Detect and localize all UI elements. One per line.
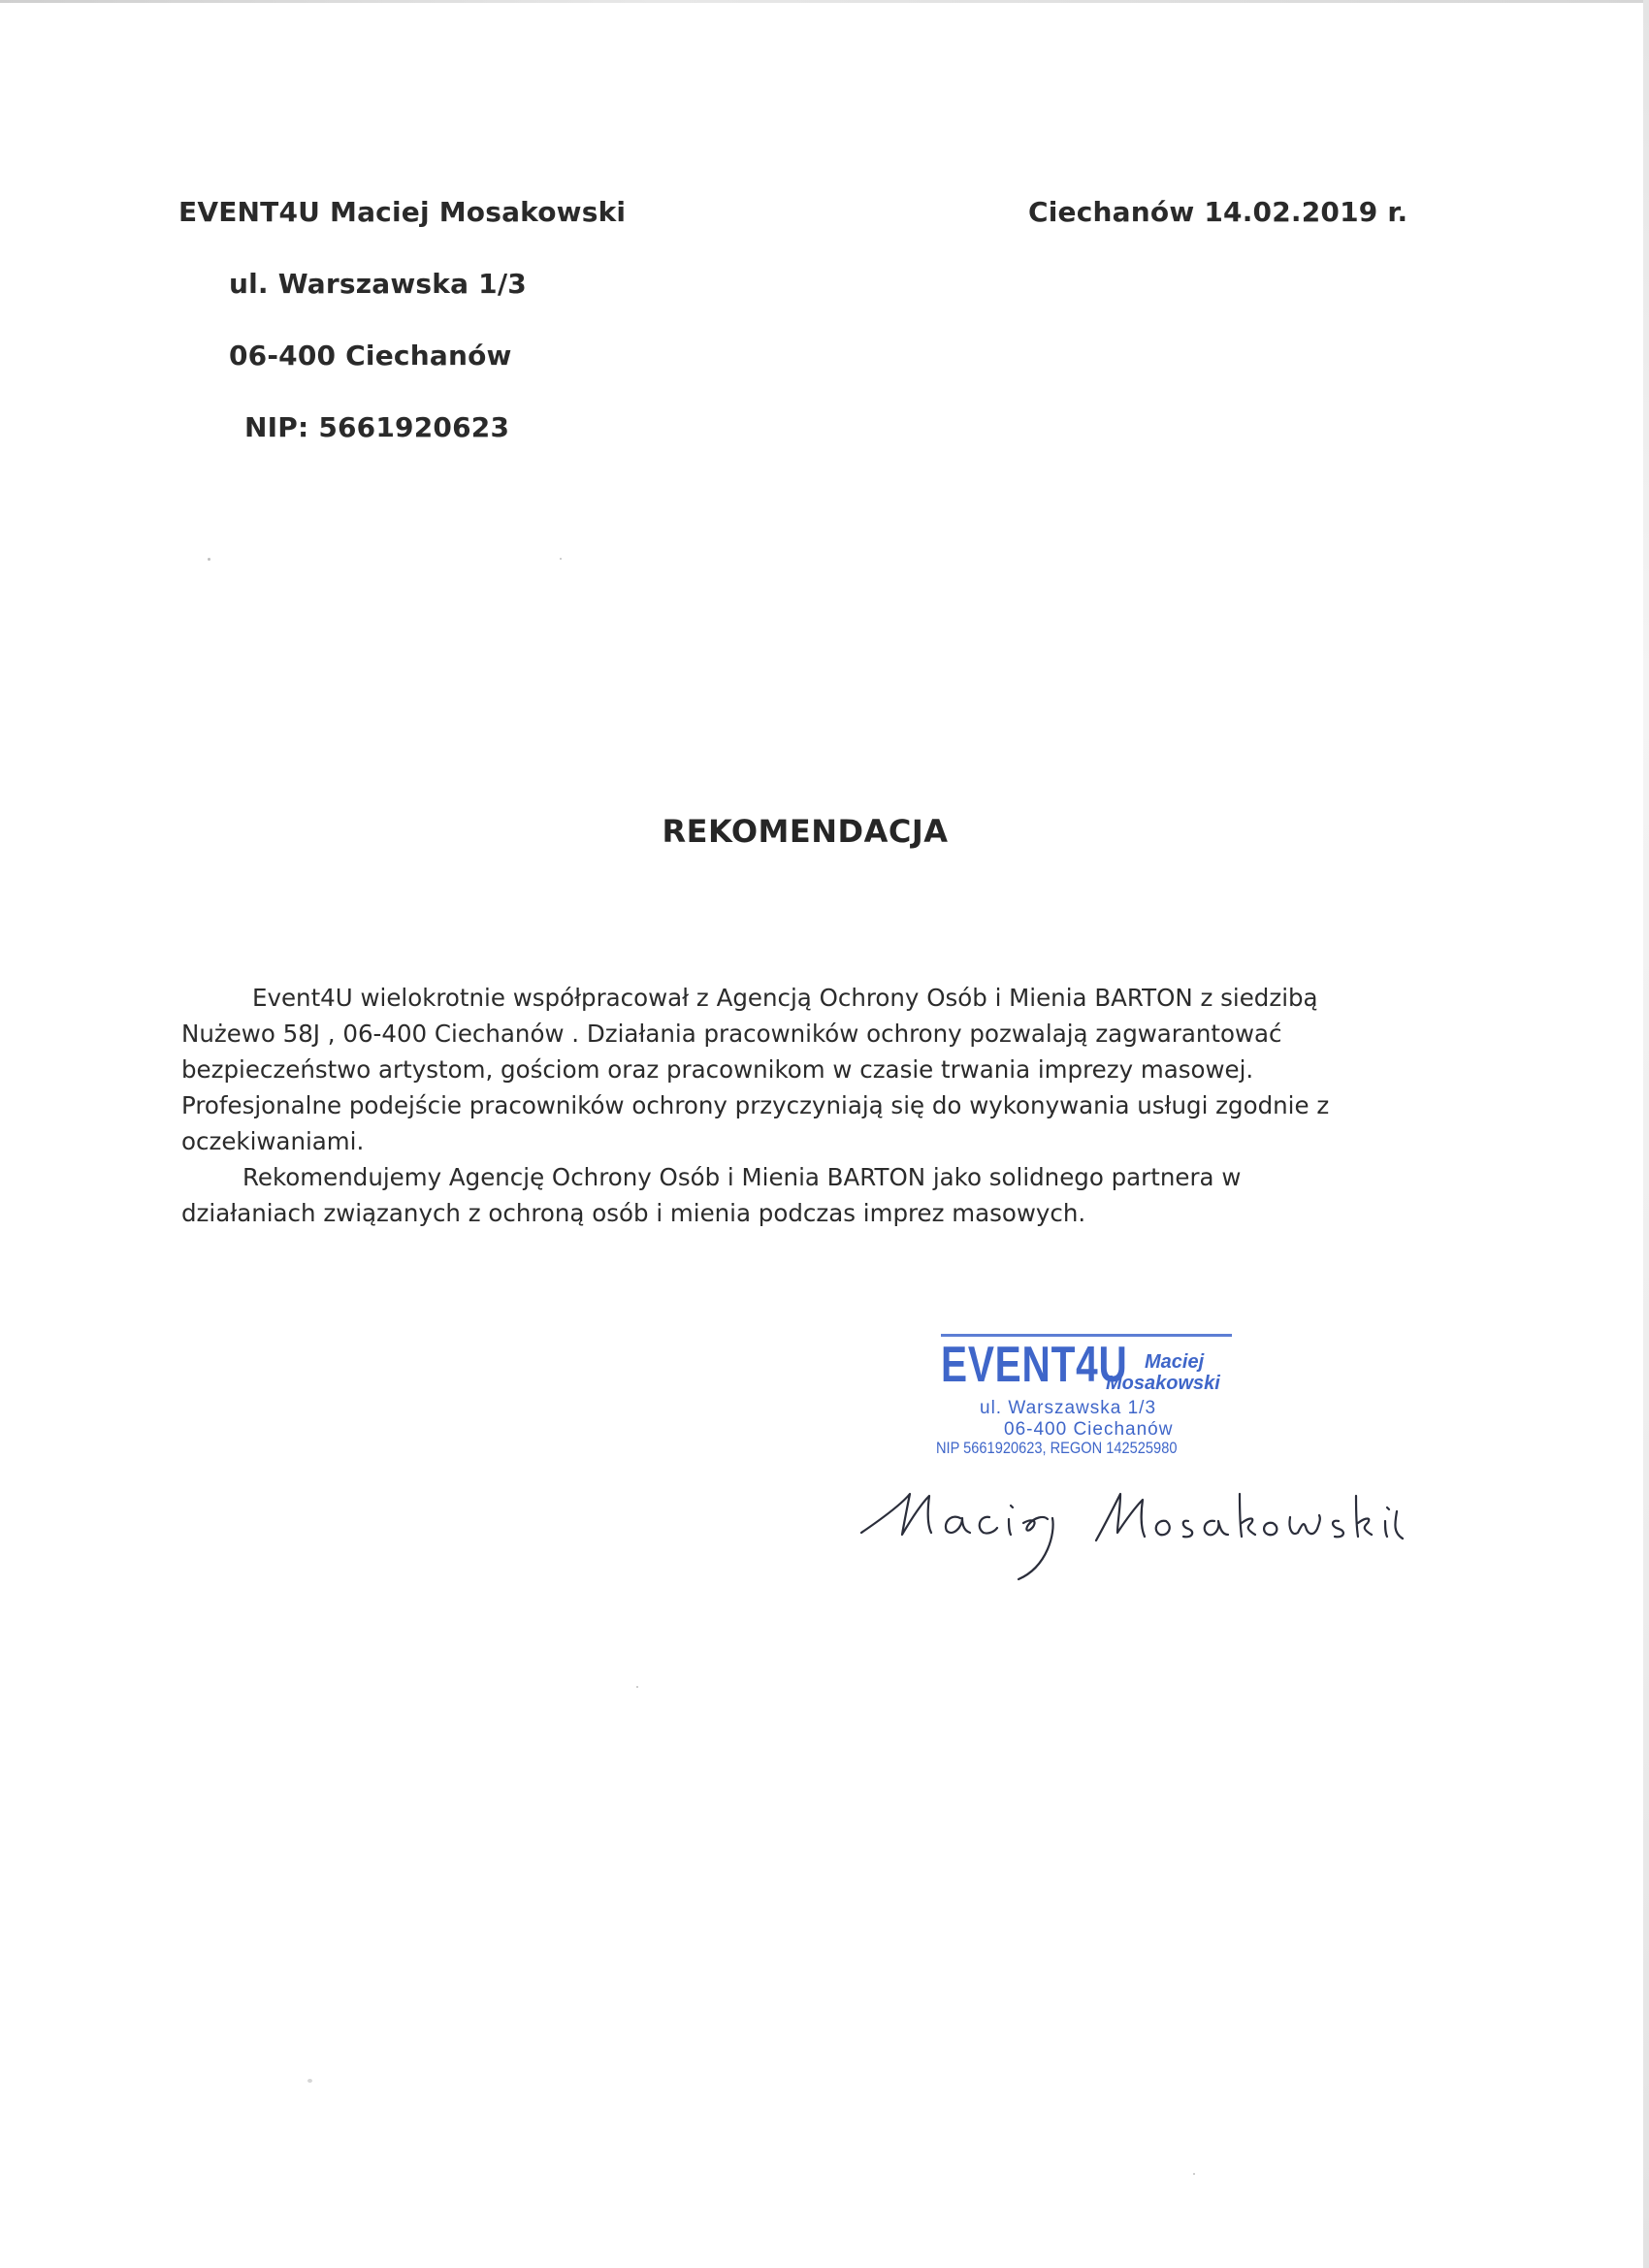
body-line: oczekiwaniami. — [181, 1127, 365, 1155]
document-date: Ciechanów 14.02.2019 r. — [1028, 196, 1408, 228]
sender-city: 06-400 Ciechanów — [229, 340, 512, 372]
sender-nip: NIP: 5661920623 — [244, 411, 510, 443]
stamp-street: ul. Warszawska 1/3 — [980, 1398, 1157, 1418]
sender-street: ul. Warszawska 1/3 — [229, 268, 527, 300]
scan-speck — [307, 2079, 312, 2083]
body-line: Nużewo 58J , 06-400 Ciechanów . Działania pracowników ochrony pozwalają zagwarantować — [181, 1020, 1282, 1048]
company-stamp — [931, 1334, 1261, 1479]
scan-edge-top — [0, 0, 1649, 3]
document-body — [181, 980, 1384, 1231]
stamp-name-last: Mosakowski — [1106, 1373, 1220, 1394]
body-line: bezpieczeństwo artystom, gościom oraz pracownikom w czasie trwania imprezy masowej. — [181, 1055, 1254, 1084]
scan-speck — [208, 558, 210, 561]
scan-speck — [1193, 2173, 1195, 2175]
scan-speck — [636, 1686, 638, 1688]
stamp-ids: NIP 5661920623, REGON 142525980 — [936, 1439, 1178, 1457]
body-line: Rekomendujemy Agencję Ochrony Osób i Mienia BARTON jako solidnego partnera w — [242, 1163, 1242, 1191]
document-title: REKOMENDACJA — [662, 813, 949, 850]
stamp-logo: EVENT4U — [941, 1337, 1128, 1393]
scan-edge-right — [1643, 0, 1649, 2268]
body-line: Event4U wielokrotnie współpracował z Agencją Ochrony Osób i Mienia BARTON z siedzibą — [252, 984, 1318, 1012]
stamp-city: 06-400 Ciechanów — [1004, 1419, 1174, 1440]
handwritten-signature — [854, 1474, 1474, 1581]
body-line: Profesjonalne podejście pracowników ochrony przyczyniają się do wykonywania usługi zgodnie z — [181, 1091, 1330, 1119]
stamp-name-first: Maciej — [1145, 1351, 1205, 1373]
sender-company: EVENT4U Maciej Mosakowski — [178, 196, 627, 228]
body-line: działaniach związanych z ochroną osób i mienia podczas imprez masowych. — [181, 1199, 1086, 1227]
scan-speck — [560, 558, 562, 560]
